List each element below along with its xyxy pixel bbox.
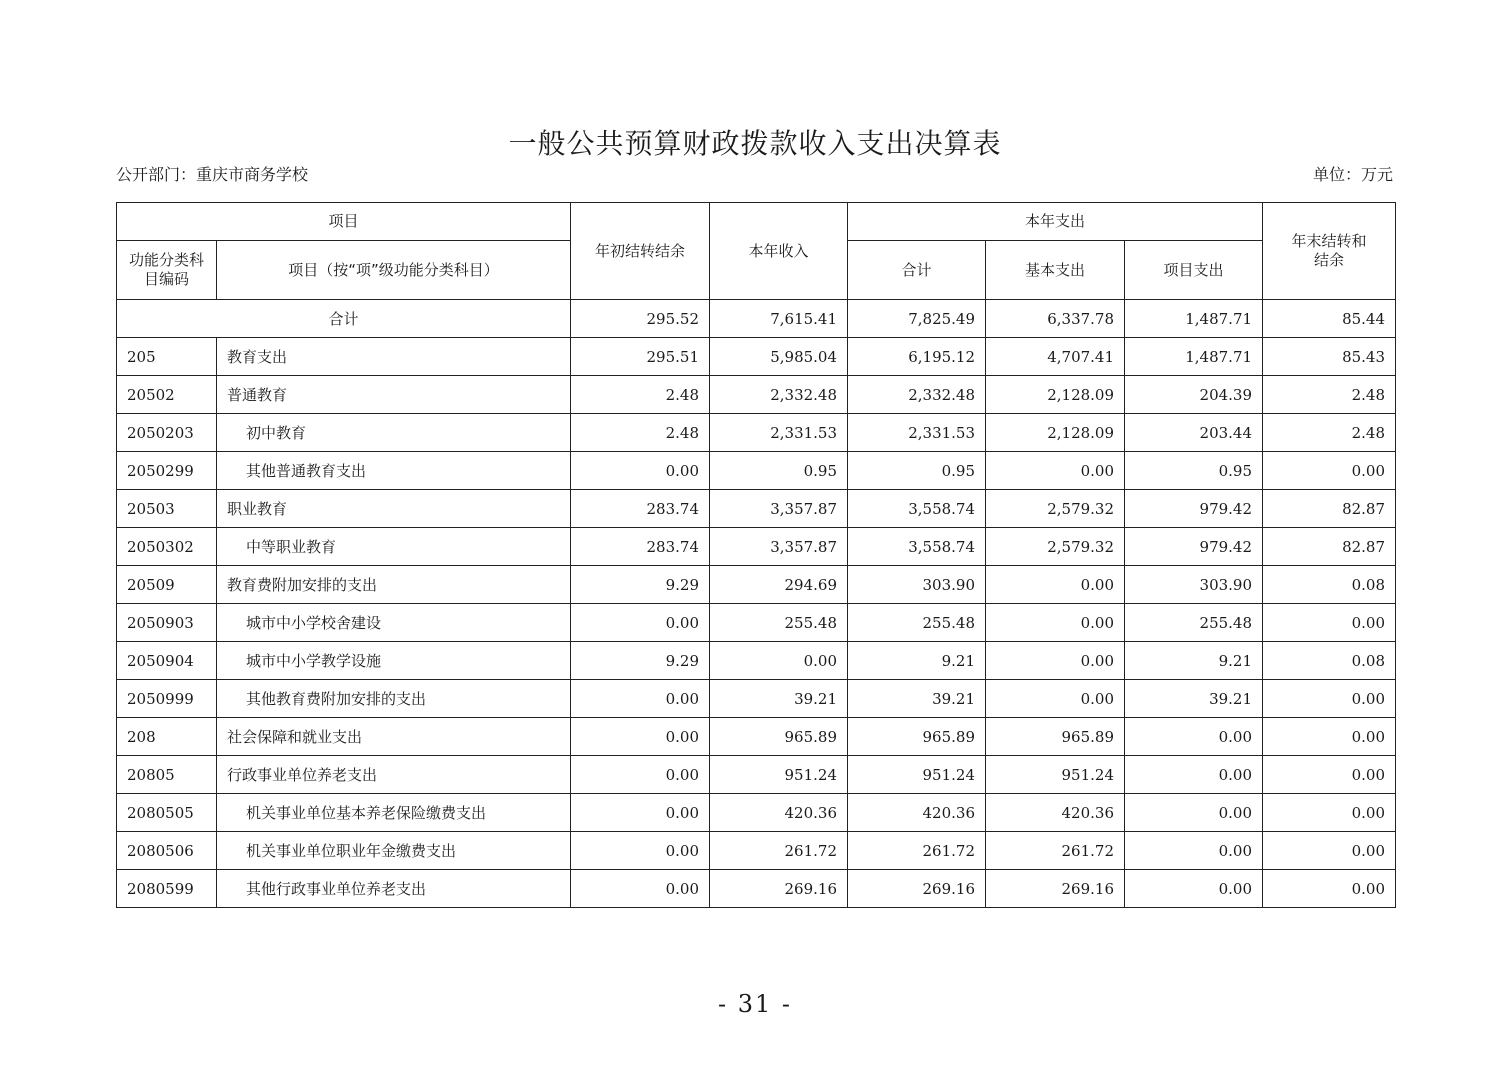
header-carryover-end-text: 年末结转和结余 xyxy=(1291,232,1367,269)
row-value: 0.95 xyxy=(1125,452,1263,490)
row-value: 0.00 xyxy=(986,642,1125,680)
row-code: 20502 xyxy=(117,376,217,414)
row-code: 2050203 xyxy=(117,414,217,452)
row-code: 20503 xyxy=(117,490,217,528)
total-row xyxy=(117,300,1396,338)
table-row xyxy=(117,794,1396,832)
row-value: 3,558.74 xyxy=(848,528,986,566)
page-title: 一般公共预算财政拨款收入支出决算表 xyxy=(508,127,1002,160)
header-expenditure: 本年支出 xyxy=(848,203,1263,241)
table-row xyxy=(117,528,1396,566)
row-value: 0.00 xyxy=(1263,718,1396,756)
row-value: 2,128.09 xyxy=(986,414,1125,452)
header-project: 项目 xyxy=(117,203,571,241)
header-basic: 基本支出 xyxy=(986,241,1125,300)
table-body xyxy=(117,300,1396,908)
row-value: 269.16 xyxy=(986,870,1125,908)
row-value: 0.00 xyxy=(1125,794,1263,832)
row-name: 其他行政事业单位养老支出 xyxy=(217,870,571,908)
row-value: 2.48 xyxy=(571,414,710,452)
row-value: 82.87 xyxy=(1263,490,1396,528)
row-value: 255.48 xyxy=(848,604,986,642)
row-value: 283.74 xyxy=(571,490,710,528)
row-value: 0.00 xyxy=(1263,832,1396,870)
row-value: 261.72 xyxy=(710,832,848,870)
row-value: 0.00 xyxy=(986,452,1125,490)
row-name: 中等职业教育 xyxy=(217,528,571,566)
row-value: 0.00 xyxy=(571,718,710,756)
row-value: 0.00 xyxy=(571,870,710,908)
row-value: 951.24 xyxy=(848,756,986,794)
row-value: 951.24 xyxy=(986,756,1125,794)
table-row xyxy=(117,870,1396,908)
total-value: 7,615.41 xyxy=(710,300,848,338)
row-name: 机关事业单位基本养老保险缴费支出 xyxy=(217,794,571,832)
row-code: 2080506 xyxy=(117,832,217,870)
total-value: 6,337.78 xyxy=(986,300,1125,338)
row-code: 2080505 xyxy=(117,794,217,832)
row-value: 0.08 xyxy=(1263,642,1396,680)
table-header xyxy=(117,203,1396,300)
row-value: 9.29 xyxy=(571,642,710,680)
table-row xyxy=(117,566,1396,604)
row-value: 0.00 xyxy=(571,832,710,870)
row-value: 0.00 xyxy=(1263,604,1396,642)
row-name: 其他教育费附加安排的支出 xyxy=(217,680,571,718)
row-value: 39.21 xyxy=(848,680,986,718)
table-row xyxy=(117,756,1396,794)
total-value: 1,487.71 xyxy=(1125,300,1263,338)
row-value: 283.74 xyxy=(571,528,710,566)
row-value: 979.42 xyxy=(1125,490,1263,528)
row-value: 3,357.87 xyxy=(710,528,848,566)
row-code: 20509 xyxy=(117,566,217,604)
row-value: 0.00 xyxy=(571,794,710,832)
row-value: 2,128.09 xyxy=(986,376,1125,414)
row-value: 2.48 xyxy=(1263,376,1396,414)
row-name: 城市中小学教学设施 xyxy=(217,642,571,680)
row-code: 208 xyxy=(117,718,217,756)
page-number: - 31 - xyxy=(717,990,792,1018)
row-value: 0.00 xyxy=(571,756,710,794)
row-value: 965.89 xyxy=(986,718,1125,756)
table-row xyxy=(117,414,1396,452)
table-row xyxy=(117,604,1396,642)
row-value: 269.16 xyxy=(848,870,986,908)
row-value: 0.00 xyxy=(571,452,710,490)
header-income: 本年收入 xyxy=(710,203,848,300)
row-value: 420.36 xyxy=(710,794,848,832)
row-value: 420.36 xyxy=(848,794,986,832)
row-code: 2050904 xyxy=(117,642,217,680)
header-item-text: 项目（按“项”级功能分类科目） xyxy=(288,260,499,279)
row-code: 2050903 xyxy=(117,604,217,642)
table-row xyxy=(117,376,1396,414)
row-code: 20805 xyxy=(117,756,217,794)
row-value: 0.00 xyxy=(1125,832,1263,870)
row-value: 295.51 xyxy=(571,338,710,376)
row-value: 261.72 xyxy=(986,832,1125,870)
row-value: 39.21 xyxy=(1125,680,1263,718)
row-value: 2,579.32 xyxy=(986,528,1125,566)
row-value: 0.00 xyxy=(1263,756,1396,794)
budget-table xyxy=(116,202,1396,908)
row-value: 951.24 xyxy=(710,756,848,794)
row-name: 城市中小学校舍建设 xyxy=(217,604,571,642)
row-value: 0.00 xyxy=(1125,870,1263,908)
row-value: 2.48 xyxy=(1263,414,1396,452)
row-value: 255.48 xyxy=(1125,604,1263,642)
header-total: 合计 xyxy=(848,241,986,300)
row-value: 39.21 xyxy=(710,680,848,718)
row-value: 203.44 xyxy=(1125,414,1263,452)
row-value: 0.00 xyxy=(1263,452,1396,490)
row-value: 0.00 xyxy=(986,680,1125,718)
row-name: 机关事业单位职业年金缴费支出 xyxy=(217,832,571,870)
row-value: 294.69 xyxy=(710,566,848,604)
row-value: 979.42 xyxy=(1125,528,1263,566)
row-name: 初中教育 xyxy=(217,414,571,452)
row-value: 3,558.74 xyxy=(848,490,986,528)
table-row xyxy=(117,452,1396,490)
row-value: 5,985.04 xyxy=(710,338,848,376)
total-value: 295.52 xyxy=(571,300,710,338)
row-value: 0.95 xyxy=(710,452,848,490)
row-name: 社会保障和就业支出 xyxy=(217,718,571,756)
row-value: 1,487.71 xyxy=(1125,338,1263,376)
unit-label: 单位：万元 xyxy=(1312,165,1393,184)
table-row xyxy=(117,680,1396,718)
row-value: 82.87 xyxy=(1263,528,1396,566)
row-value: 0.00 xyxy=(1263,794,1396,832)
row-value: 85.43 xyxy=(1263,338,1396,376)
row-value: 420.36 xyxy=(986,794,1125,832)
row-value: 2,332.48 xyxy=(710,376,848,414)
table-row xyxy=(117,490,1396,528)
row-value: 6,195.12 xyxy=(848,338,986,376)
row-value: 0.00 xyxy=(571,680,710,718)
row-value: 0.00 xyxy=(986,604,1125,642)
table-row xyxy=(117,718,1396,756)
row-code: 205 xyxy=(117,338,217,376)
row-name: 其他普通教育支出 xyxy=(217,452,571,490)
total-value: 7,825.49 xyxy=(848,300,986,338)
row-name: 行政事业单位养老支出 xyxy=(217,756,571,794)
table-row xyxy=(117,642,1396,680)
row-value: 303.90 xyxy=(1125,566,1263,604)
total-label: 合计 xyxy=(117,300,571,338)
row-value: 2,331.53 xyxy=(710,414,848,452)
row-code: 2080599 xyxy=(117,870,217,908)
row-value: 9.29 xyxy=(571,566,710,604)
header-code-text: 功能分类科目编码 xyxy=(128,251,204,288)
row-name: 教育费附加安排的支出 xyxy=(217,566,571,604)
row-value: 9.21 xyxy=(1125,642,1263,680)
header-carryover-end xyxy=(1263,203,1396,300)
table-row xyxy=(117,338,1396,376)
row-value: 0.00 xyxy=(1125,718,1263,756)
row-value: 2.48 xyxy=(571,376,710,414)
row-value: 2,332.48 xyxy=(848,376,986,414)
row-value: 965.89 xyxy=(710,718,848,756)
table-row xyxy=(117,832,1396,870)
header-item xyxy=(217,241,571,300)
row-code: 2050299 xyxy=(117,452,217,490)
row-value: 0.00 xyxy=(986,566,1125,604)
department-label: 公开部门：重庆市商务学校 xyxy=(116,165,309,184)
row-value: 0.00 xyxy=(710,642,848,680)
row-value: 4,707.41 xyxy=(986,338,1125,376)
row-value: 3,357.87 xyxy=(710,490,848,528)
total-value: 85.44 xyxy=(1263,300,1396,338)
row-value: 255.48 xyxy=(710,604,848,642)
row-value: 0.00 xyxy=(1263,870,1396,908)
row-name: 普通教育 xyxy=(217,376,571,414)
row-value: 269.16 xyxy=(710,870,848,908)
row-value: 204.39 xyxy=(1125,376,1263,414)
header-code xyxy=(117,241,217,300)
row-value: 0.08 xyxy=(1263,566,1396,604)
row-code: 2050999 xyxy=(117,680,217,718)
row-value: 0.95 xyxy=(848,452,986,490)
header-carryover-begin: 年初结转结余 xyxy=(571,203,710,300)
row-name: 职业教育 xyxy=(217,490,571,528)
row-value: 261.72 xyxy=(848,832,986,870)
row-value: 965.89 xyxy=(848,718,986,756)
row-value: 303.90 xyxy=(848,566,986,604)
row-value: 2,331.53 xyxy=(848,414,986,452)
row-value: 9.21 xyxy=(848,642,986,680)
row-code: 2050302 xyxy=(117,528,217,566)
row-value: 0.00 xyxy=(1125,756,1263,794)
row-value: 2,579.32 xyxy=(986,490,1125,528)
header-project-exp: 项目支出 xyxy=(1125,241,1263,300)
row-value: 0.00 xyxy=(571,604,710,642)
row-name: 教育支出 xyxy=(217,338,571,376)
row-value: 0.00 xyxy=(1263,680,1396,718)
